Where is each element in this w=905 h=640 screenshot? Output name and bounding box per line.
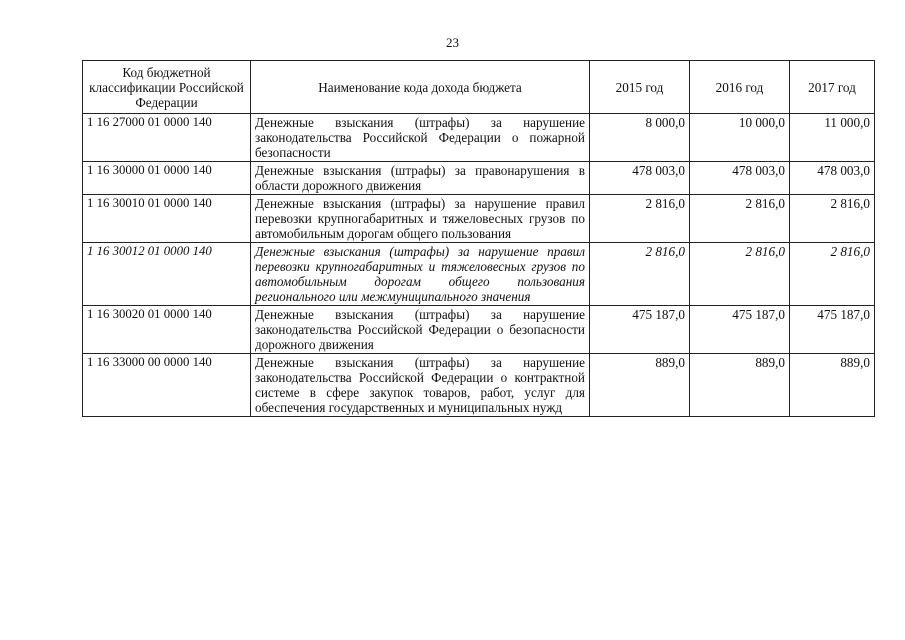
row-code: 1 16 30012 01 0000 140 [83,243,251,306]
row-value-2016: 2 816,0 [690,243,790,306]
row-value-2017: 475 187,0 [790,306,875,354]
row-name: Денежные взыскания (штрафы) за нарушение законодательства Российской Федерации о безопасности дорожного движения [251,306,590,354]
table-row [83,162,875,195]
row-value-2015: 889,0 [590,354,690,417]
row-name: Денежные взыскания (штрафы) за правонарушения в области дорожного движения [251,162,590,195]
row-value-2017: 2 816,0 [790,243,875,306]
row-code: 1 16 27000 01 0000 140 [83,114,251,162]
row-name: Денежные взыскания (штрафы) за нарушение законодательства Российской Федерации о контрактной системе в сфере закупок товаров, работ, услуг для обеспечения государственных и муниципальных нужд [251,354,590,417]
row-value-2016: 478 003,0 [690,162,790,195]
header-2017: 2017 год [790,61,875,114]
row-value-2015: 2 816,0 [590,195,690,243]
budget-revenue-table [82,60,875,417]
row-value-2015: 478 003,0 [590,162,690,195]
header-name: Наименование кода дохода бюджета [251,61,590,114]
row-value-2015: 475 187,0 [590,306,690,354]
row-value-2015: 8 000,0 [590,114,690,162]
table-row [83,114,875,162]
header-code: Код бюджетной классификации Российской Федерации [83,61,251,114]
row-value-2015: 2 816,0 [590,243,690,306]
row-value-2016: 10 000,0 [690,114,790,162]
row-name: Денежные взыскания (штрафы) за нарушение правил перевозки крупногабаритных и тяжеловесных грузов по автомобильным дорогам общего пользования [251,195,590,243]
row-value-2017: 478 003,0 [790,162,875,195]
row-value-2017: 11 000,0 [790,114,875,162]
table-header-row [83,61,875,114]
row-code: 1 16 33000 00 0000 140 [83,354,251,417]
page-number: 23 [446,35,459,50]
row-code: 1 16 30010 01 0000 140 [83,195,251,243]
row-value-2017: 2 816,0 [790,195,875,243]
row-value-2016: 889,0 [690,354,790,417]
table-row [83,243,875,306]
table-row [83,354,875,417]
row-name: Денежные взыскания (штрафы) за нарушение законодательства Российской Федерации о пожарной безопасности [251,114,590,162]
table-row [83,306,875,354]
header-2016: 2016 год [690,61,790,114]
row-code: 1 16 30020 01 0000 140 [83,306,251,354]
row-code: 1 16 30000 01 0000 140 [83,162,251,195]
header-2015: 2015 год [590,61,690,114]
table-row [83,195,875,243]
row-name: Денежные взыскания (штрафы) за нарушение правил перевозки крупногабаритных и тяжеловесных грузов по автомобильным дорогам общего пользования регионального или межмуниципального значения [251,243,590,306]
row-value-2017: 889,0 [790,354,875,417]
row-value-2016: 2 816,0 [690,195,790,243]
row-value-2016: 475 187,0 [690,306,790,354]
